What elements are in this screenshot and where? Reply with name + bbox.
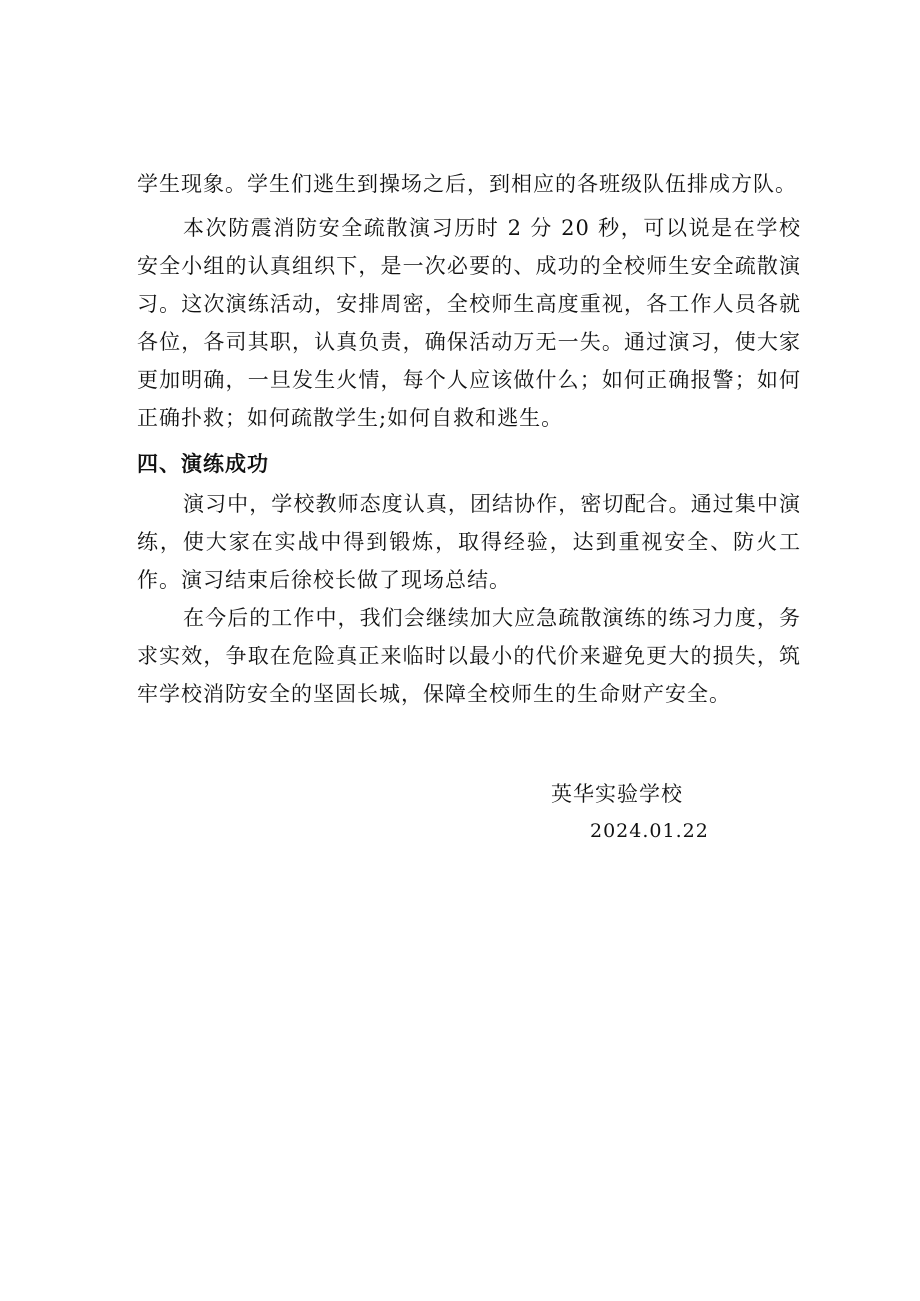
signature-date: 2024.01.22 (590, 820, 709, 842)
document-body (137, 165, 801, 713)
section-heading: 四、演练成功 (137, 452, 269, 476)
paragraph-future-work: 在今后的工作中，我们会继续加大应急疏散演练的练习力度，务求实效，争取在危险真正来临时以最小的代价来避免更大的损失，筑牢学校消防安全的坚固长城，保障全校师生的生命财产安全。 (137, 606, 801, 706)
paragraph-drill-success: 演习中，学校教师态度认真，团结协作，密切配合。通过集中演练，使大家在实战中得到锻炼，取得经验，达到重视安全、防火工作。演习结束后徐校长做了现场总结。 (137, 492, 801, 592)
paragraph-drill-summary: 本次防震消防安全疏散演习历时 2 分 20 秒，可以说是在学校安全小组的认真组织下，是一次必要的、成功的全校师生安全疏散演习。这次演练活动，安排周密，全校师生高度重视，各工作人员各就各位，各司其职，认真负责，确保活动万无一失。通过演习，使大家更加明确，一旦发生火情，每个人应该做什么；如何正确报警；如何正确扑救；如何疏散学生;如何自救和逃生。 (137, 216, 801, 430)
signature-school-name: 英华实验学校 (551, 782, 683, 806)
paragraph-continuation: 学生现象。学生们逃生到操场之后，到相应的各班级队伍排成方队。 (137, 172, 797, 196)
